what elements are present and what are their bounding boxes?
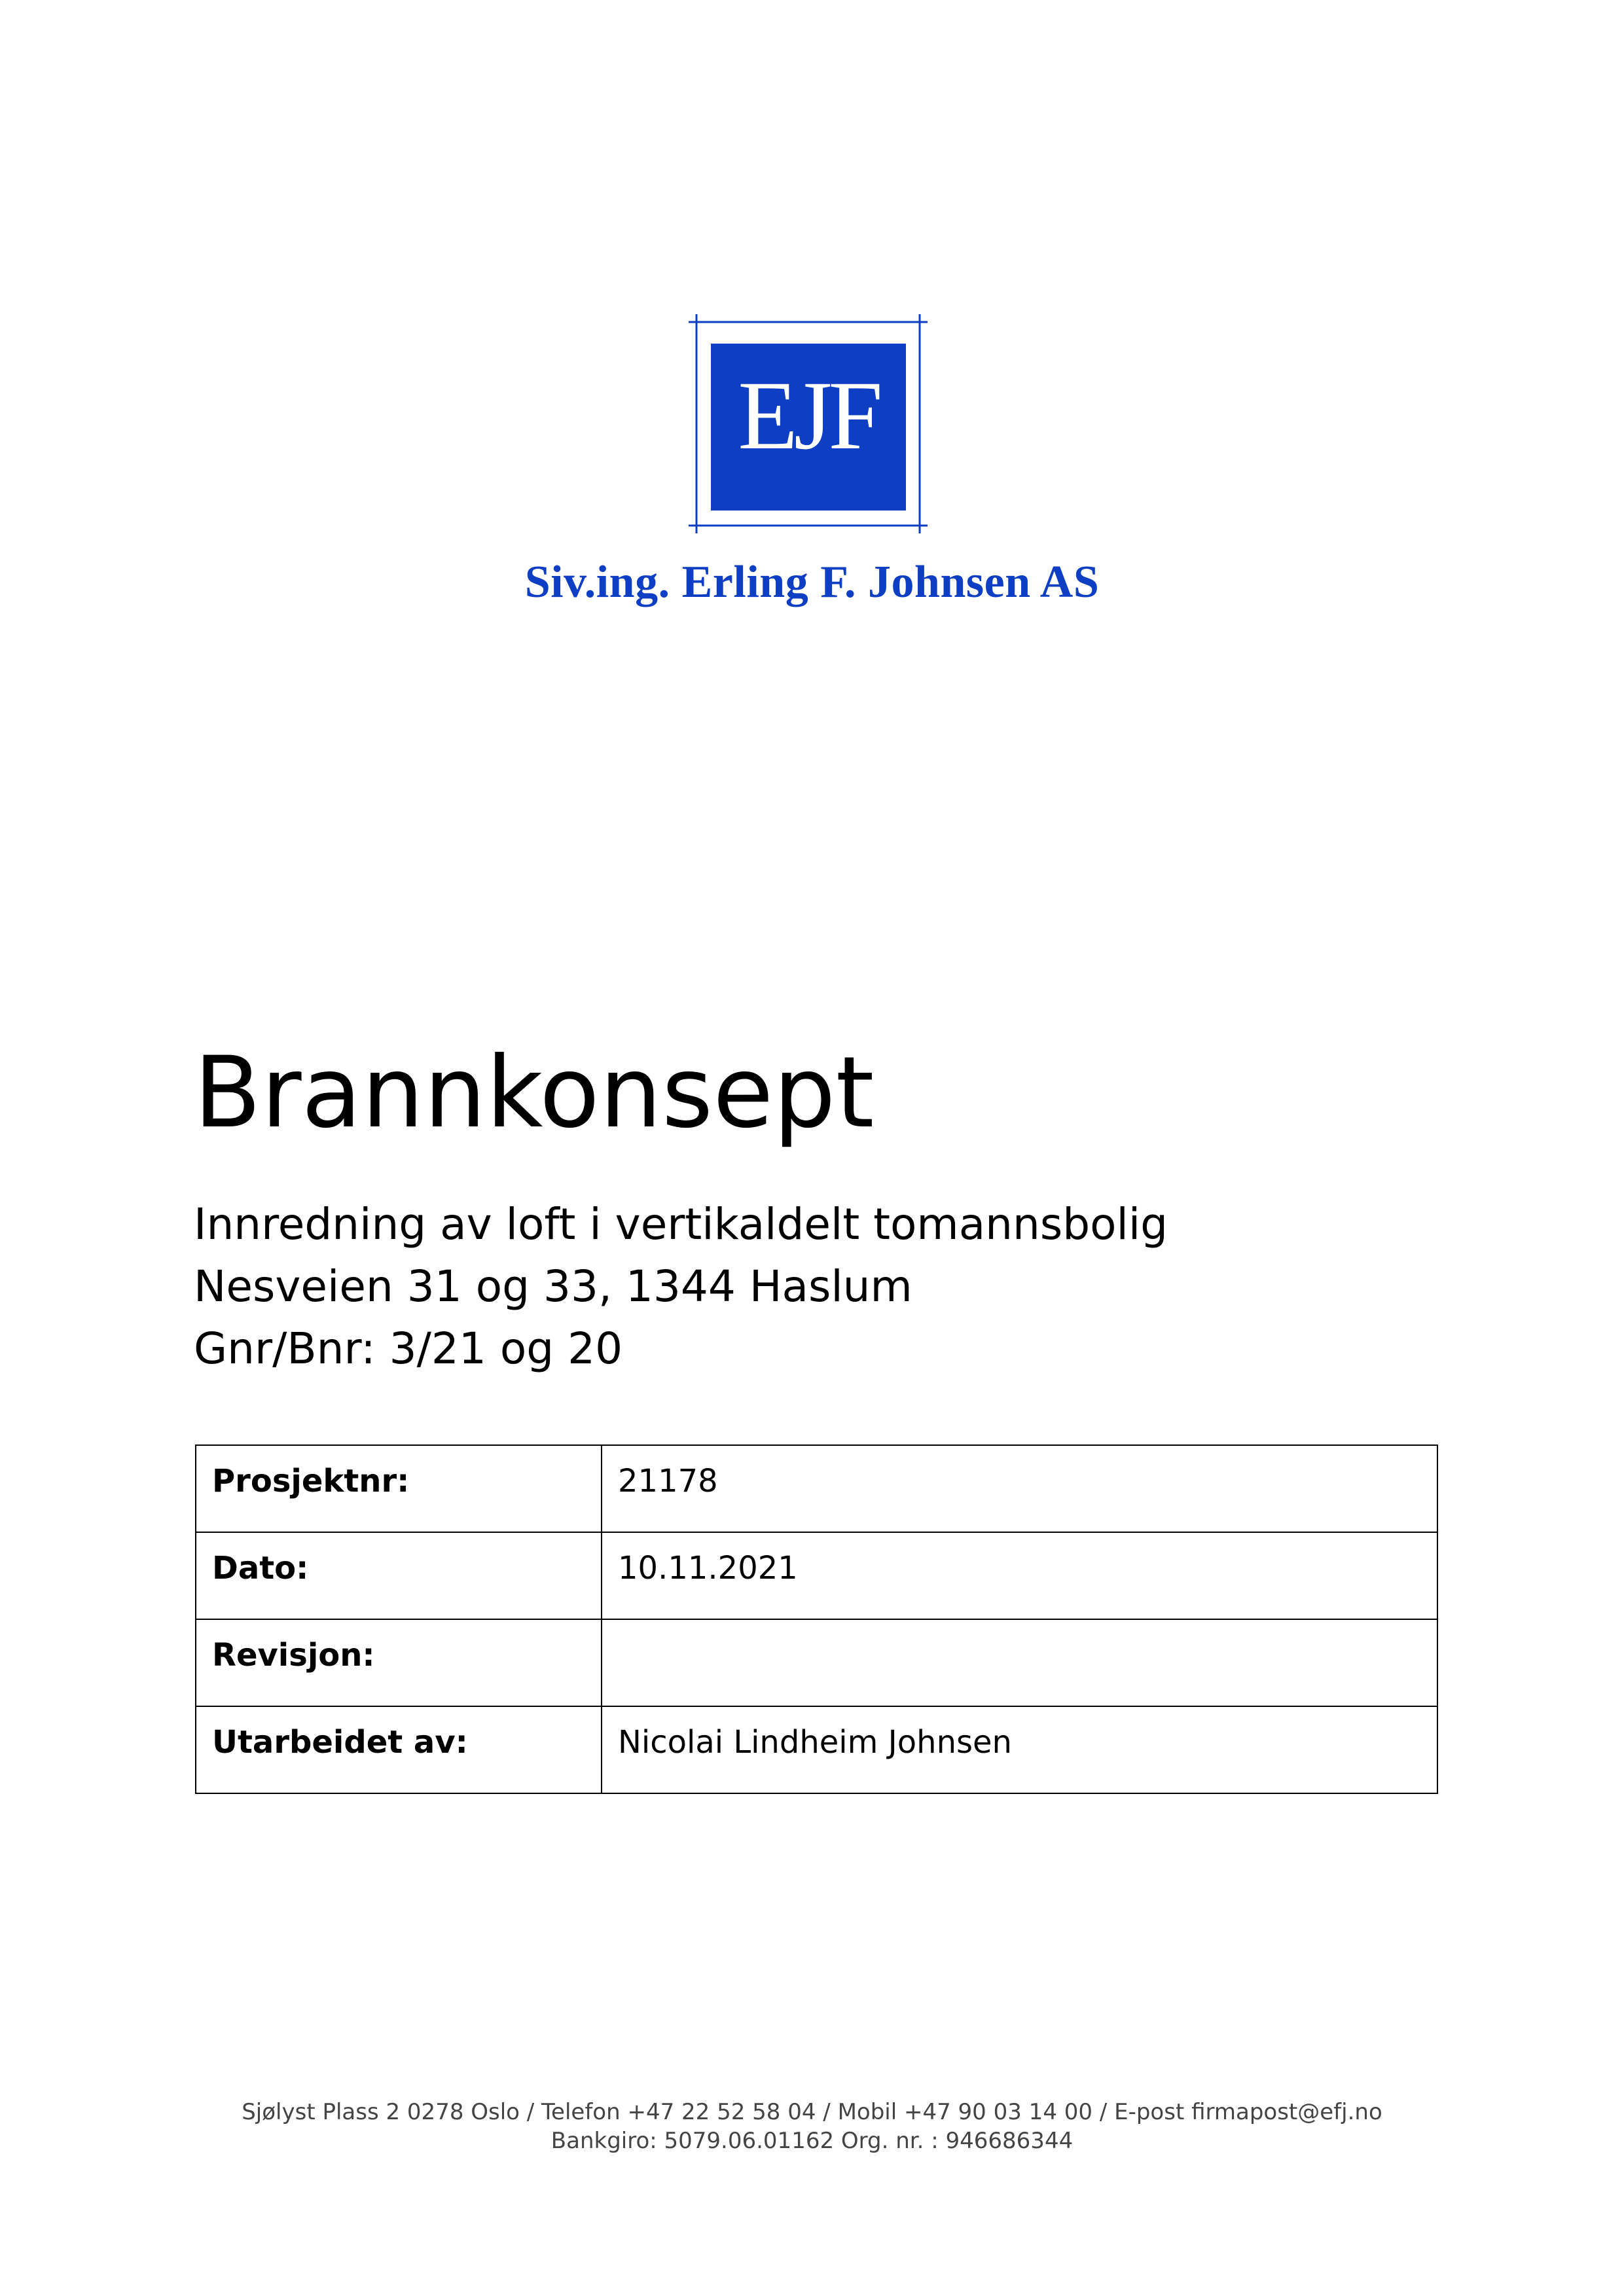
company-name: Siv.ing. Erling F. Johnsen AS [524,557,1100,607]
row-label: Utarbeidet av: [196,1706,602,1793]
table-row [196,1532,1437,1619]
svg-text:EJF: EJF [738,361,879,470]
footer-contact: Sjølyst Plass 2 0278 Oslo / Telefon +47 22 52 58 04 / Mobil +47 90 03 14 00 / E-post firmapost@efj.no [242,2099,1382,2125]
company-logo [689,314,928,533]
footer-bank: Bankgiro: 5079.06.01162 Org. nr. : 946686344 [550,2128,1074,2154]
row-value: 21178 [602,1445,1437,1532]
row-value: 10.11.2021 [602,1532,1437,1619]
subtitle-address: Nesveien 31 og 33, 1344 Haslum [194,1261,912,1312]
row-value [602,1619,1437,1706]
project-info-table [195,1444,1438,1794]
row-label: Revisjon: [196,1619,602,1706]
row-label: Prosjektnr: [196,1445,602,1532]
subtitle-property-id: Gnr/Bnr: 3/21 og 20 [194,1323,623,1374]
document-title: Brannkonsept [194,1036,875,1150]
ejf-logo-icon [689,314,928,533]
row-label: Dato: [196,1532,602,1619]
subtitle-project: Innredning av loft i vertikaldelt tomannsbolig [194,1199,1168,1249]
table-row [196,1445,1437,1532]
row-value: Nicolai Lindheim Johnsen [602,1706,1437,1793]
table-row [196,1706,1437,1793]
table-row [196,1619,1437,1706]
